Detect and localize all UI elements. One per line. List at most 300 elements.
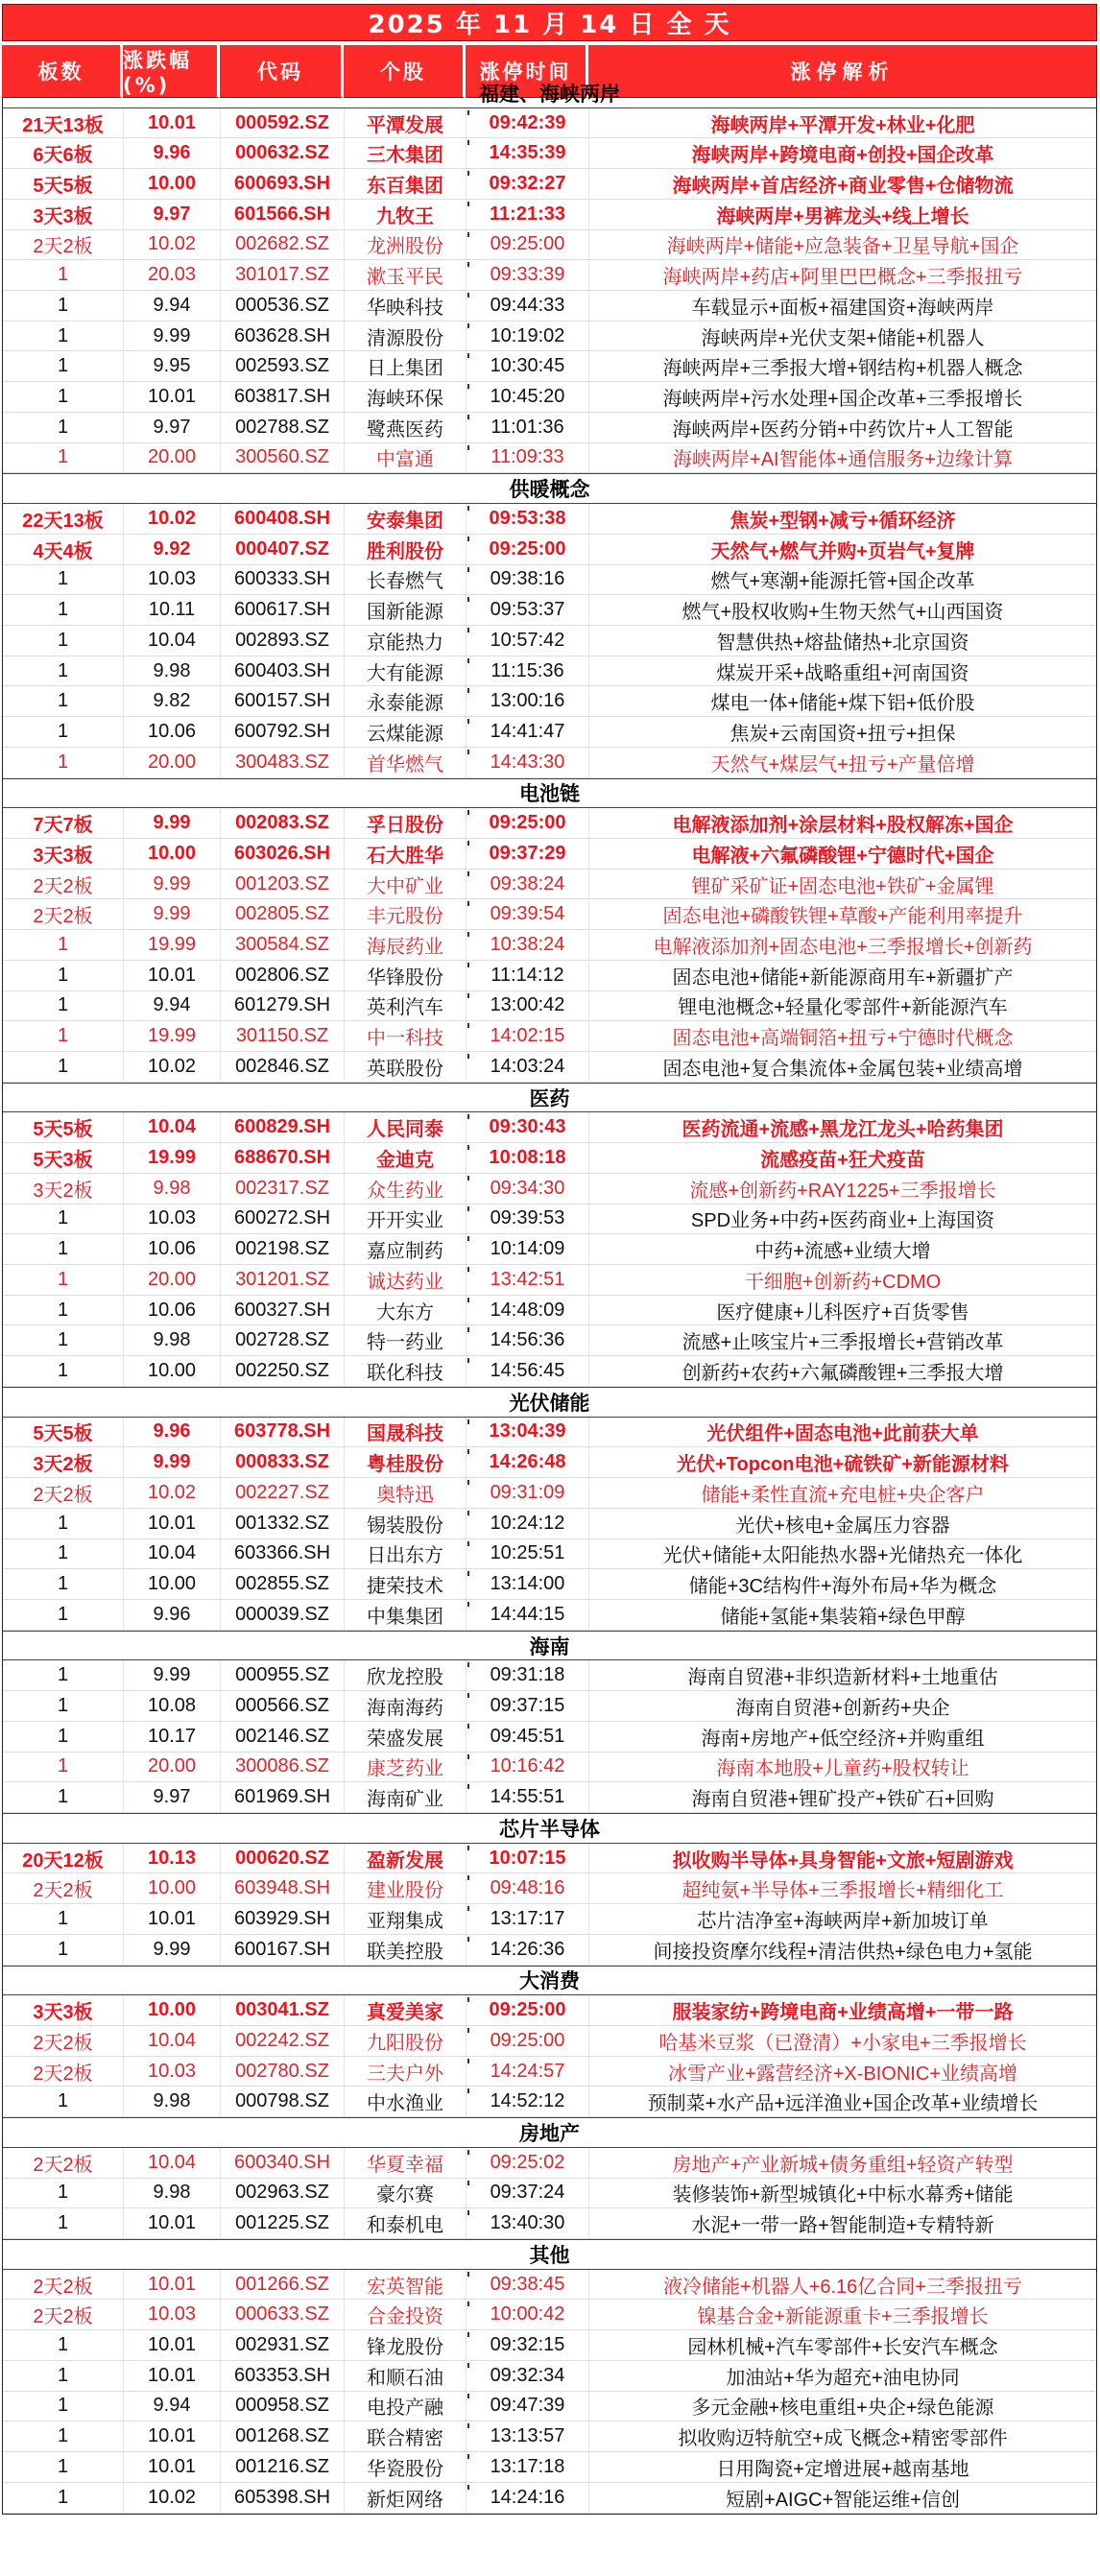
change-pct-cell: 10.01 xyxy=(124,1904,221,1934)
stock-name-cell: 日出东方 xyxy=(345,1539,466,1569)
boards-cell: 2天2板 xyxy=(3,2148,124,2178)
analysis-cell: 海峡两岸+光伏支架+储能+机器人 xyxy=(701,327,985,349)
table-row[interactable] xyxy=(3,656,1096,687)
boards-cell: 1 xyxy=(3,1296,124,1325)
stock-code-cell: 603817.SH xyxy=(221,382,345,412)
stock-name-cell: 建业股份 xyxy=(345,1873,466,1903)
table-row[interactable] xyxy=(3,1112,1096,1143)
analysis-cell: 短剧+AIGC+智能运维+信创 xyxy=(726,2489,960,2511)
analysis-cell: 医疗健康+儿科医疗+百货零售 xyxy=(716,1301,969,1324)
change-pct-cell: 10.01 xyxy=(124,961,221,990)
table-row[interactable] xyxy=(3,1539,1096,1570)
change-pct-cell: 10.02 xyxy=(124,1478,221,1508)
stock-name-cell: 华瓷股份 xyxy=(345,2452,466,2482)
table-row[interactable] xyxy=(3,2270,1096,2301)
boards-cell: 1 xyxy=(3,1205,124,1234)
table-row[interactable] xyxy=(3,413,1096,443)
analysis-cell: 燃气+寒潮+能源托管+国企改革 xyxy=(710,571,975,593)
change-pct-cell: 9.99 xyxy=(124,1935,221,1965)
stock-name-cell: 嘉应制药 xyxy=(345,1234,466,1264)
stock-code-cell: 605398.SH xyxy=(221,2483,345,2513)
table-row[interactable] xyxy=(3,1296,1096,1326)
limit-time-cell: 11:21:33 xyxy=(466,200,589,229)
table-row[interactable] xyxy=(3,2057,1096,2087)
limit-time-cell: 14:48:09 xyxy=(466,1296,589,1325)
stock-name-cell: 和顺石油 xyxy=(345,2361,466,2391)
stock-name-cell: 和泰机电 xyxy=(345,2208,466,2238)
stock-name-cell: 大有能源 xyxy=(345,656,466,686)
limit-time-cell: 13:42:51 xyxy=(466,1265,589,1295)
limit-time-cell: 13:00:42 xyxy=(466,991,589,1021)
analysis-cell: 超纯氨+半导体+三季报增长+精细化工 xyxy=(682,1880,1004,1902)
table-row[interactable] xyxy=(3,1205,1096,1235)
analysis-cell: 电解液+六氟磷酸锂+宁德时代+国企 xyxy=(691,845,994,867)
stock-name-cell: 联化科技 xyxy=(345,1356,466,1386)
analysis-cell: 装修装饰+新型城镇化+中标水幕秀+储能 xyxy=(672,2184,1014,2206)
boards-cell: 2天2板 xyxy=(3,1478,124,1508)
limit-time-cell: 13:00:16 xyxy=(466,686,589,716)
analysis-cell: 储能+柔性直流+充电桩+央企客户 xyxy=(701,1484,985,1506)
table-row[interactable] xyxy=(3,1478,1096,1509)
change-pct-cell: 10.01 xyxy=(124,2270,221,2300)
analysis-cell: 固态电池+磷酸铁锂+草酸+产能利用率提升 xyxy=(662,906,1023,928)
boards-cell: 1 xyxy=(3,291,124,321)
limit-time-cell: 09:30:43 xyxy=(466,1112,589,1142)
boards-cell: 1 xyxy=(3,413,124,442)
table-row[interactable] xyxy=(3,351,1096,382)
stock-name-cell: 三木集团 xyxy=(345,138,466,168)
boards-cell: 1 xyxy=(3,930,124,960)
table-row[interactable] xyxy=(3,748,1096,778)
table-row[interactable] xyxy=(3,230,1096,261)
change-pct-cell: 10.01 xyxy=(124,108,221,138)
stock-name-cell: 华锋股份 xyxy=(345,961,466,990)
stock-code-cell: 300584.SZ xyxy=(221,930,345,960)
stock-code-cell: 600272.SH xyxy=(221,1205,345,1234)
table-row[interactable] xyxy=(3,1782,1096,1813)
stock-code-cell: 601969.SH xyxy=(221,1782,345,1812)
table-row[interactable] xyxy=(3,1600,1096,1631)
stock-code-cell: 002963.SZ xyxy=(221,2179,345,2208)
stock-name-cell: 粤桂股份 xyxy=(345,1447,466,1477)
change-pct-cell: 20.00 xyxy=(124,1753,221,1782)
limit-time-cell: 09:37:15 xyxy=(466,1691,589,1721)
analysis-cell: 哈基米豆浆（已澄清）+小家电+三季报增长 xyxy=(658,2032,1027,2054)
table-row[interactable] xyxy=(3,1174,1096,1205)
table-row[interactable] xyxy=(3,961,1096,991)
limit-time-cell: 09:32:34 xyxy=(466,2361,589,2391)
boards-cell: 2天2板 xyxy=(3,2057,124,2087)
limit-time-cell: 09:45:51 xyxy=(466,1722,589,1752)
stock-name-cell: 合金投资 xyxy=(345,2300,466,2329)
stock-name-cell: 中水渔业 xyxy=(345,2087,466,2116)
analysis-cell: 海峡两岸+AI智能体+通信服务+边缘计算 xyxy=(673,449,1013,471)
limit-time-cell: 13:14:00 xyxy=(466,1569,589,1599)
analysis-cell: 燃气+股权收购+生物天然气+山西国资 xyxy=(682,602,1004,624)
table-row[interactable] xyxy=(3,1660,1096,1691)
change-pct-cell: 9.99 xyxy=(124,870,221,899)
stock-code-cell: 001225.SZ xyxy=(221,2208,345,2238)
table-row[interactable] xyxy=(3,2483,1096,2514)
table-row[interactable] xyxy=(3,930,1096,961)
change-pct-cell: 9.99 xyxy=(124,322,221,351)
change-pct-cell: 20.00 xyxy=(124,748,221,777)
analysis-cell: 水泥+一带一路+智能制造+专精特新 xyxy=(691,2215,994,2237)
table-row[interactable] xyxy=(3,2087,1096,2117)
stock-name-cell: 联合精密 xyxy=(345,2421,466,2451)
stock-code-cell: 300086.SZ xyxy=(221,1753,345,1782)
limit-time-cell: 11:01:36 xyxy=(466,413,589,442)
table-row[interactable] xyxy=(3,1418,1096,1448)
analysis-cell: 间接投资摩尔线程+清洁供热+绿色电力+氢能 xyxy=(653,1941,1033,1963)
analysis-cell: 海峡两岸+男裤龙头+线上增长 xyxy=(716,205,969,227)
column-header-boards: 板数 xyxy=(2,45,123,98)
limit-time-cell: 14:55:51 xyxy=(466,1782,589,1812)
limit-time-cell: 10:45:20 xyxy=(466,382,589,412)
table-row[interactable] xyxy=(3,169,1096,200)
boards-cell: 1 xyxy=(3,656,124,686)
stock-code-cell: 002805.SZ xyxy=(221,899,345,929)
stock-name-cell: 海南矿业 xyxy=(345,1782,466,1812)
analysis-cell: 海南自贸港+创新药+央企 xyxy=(735,1697,950,1719)
analysis-cell: 海峡两岸+首店经济+商业零售+仓储物流 xyxy=(672,176,1014,198)
stock-name-cell: 豪尔赛 xyxy=(345,2179,466,2208)
change-pct-cell: 10.00 xyxy=(124,1995,221,2025)
table-row[interactable] xyxy=(3,1873,1096,1904)
stock-code-cell: 603366.SH xyxy=(221,1539,345,1569)
stock-name-cell: 鹭燕医药 xyxy=(345,413,466,442)
table-row[interactable] xyxy=(3,1325,1096,1356)
stock-code-cell: 003041.SZ xyxy=(221,1995,345,2025)
limit-time-cell: 09:39:53 xyxy=(466,1205,589,1234)
change-pct-cell: 9.98 xyxy=(124,656,221,686)
boards-cell: 1 xyxy=(3,1904,124,1934)
analysis-cell: 海峡两岸+平潭开发+林业+化肥 xyxy=(710,114,975,136)
stock-name-cell: 东百集团 xyxy=(345,169,466,199)
table-row[interactable] xyxy=(3,1844,1096,1874)
table-row[interactable] xyxy=(3,2208,1096,2239)
boards-cell: 1 xyxy=(3,1052,124,1082)
stock-code-cell: 301017.SZ xyxy=(221,260,345,290)
change-pct-cell: 9.97 xyxy=(124,1782,221,1812)
boards-cell: 3天2板 xyxy=(3,1174,124,1204)
stock-name-cell: 海南海药 xyxy=(345,1691,466,1721)
boards-cell: 1 xyxy=(3,2483,124,2513)
boards-cell: 1 xyxy=(3,1569,124,1599)
limit-time-cell: 09:31:09 xyxy=(466,1478,589,1508)
analysis-cell: 日用陶瓷+定增进展+越南基地 xyxy=(716,2458,969,2480)
change-pct-cell: 9.92 xyxy=(124,535,221,564)
change-pct-cell: 9.82 xyxy=(124,686,221,716)
table-row[interactable] xyxy=(3,991,1096,1022)
boards-cell: 1 xyxy=(3,2179,124,2208)
stock-name-cell: 欣龙控股 xyxy=(345,1660,466,1690)
table-row[interactable] xyxy=(3,2148,1096,2179)
table-row[interactable] xyxy=(3,291,1096,322)
limit-time-cell: 14:56:36 xyxy=(466,1325,589,1355)
analysis-cell: 芯片洁净室+海峡两岸+新加坡订单 xyxy=(697,1910,989,1932)
boards-cell: 4天4板 xyxy=(3,535,124,564)
limit-time-cell: 14:24:16 xyxy=(466,2483,589,2513)
stock-code-cell: 603929.SH xyxy=(221,1904,345,1934)
change-pct-cell: 9.98 xyxy=(124,1174,221,1204)
table-row[interactable] xyxy=(3,1021,1096,1052)
table-row[interactable] xyxy=(3,1995,1096,2026)
change-pct-cell: 10.08 xyxy=(124,1691,221,1721)
limit-time-cell: 14:24:57 xyxy=(466,2057,589,2087)
table-row[interactable] xyxy=(3,2421,1096,2452)
limit-time-cell: 10:00:42 xyxy=(466,2300,589,2329)
analysis-cell: 天然气+煤层气+扭亏+产量倍增 xyxy=(710,753,975,775)
boards-cell: 1 xyxy=(3,1691,124,1721)
analysis-cell: 加油站+华为超充+油电协同 xyxy=(726,2367,960,2389)
change-pct-cell: 10.01 xyxy=(124,2208,221,2238)
analysis-cell: 房地产+产业新城+债务重组+轻资产转型 xyxy=(672,2154,1014,2176)
limit-time-cell: 10:57:42 xyxy=(466,626,589,656)
stock-name-cell: 三夫户外 xyxy=(345,2057,466,2087)
table-row[interactable] xyxy=(3,1753,1096,1783)
analysis-cell: 电解液添加剂+涂层材料+股权解冻+国企 xyxy=(672,815,1014,837)
analysis-cell: 海峡两岸+药店+阿里巴巴概念+三季报扭亏 xyxy=(662,267,1023,289)
analysis-cell: 智慧供热+熔盐储热+北京国资 xyxy=(716,632,969,654)
change-pct-cell: 10.03 xyxy=(124,2300,221,2329)
limit-time-cell: 14:03:24 xyxy=(466,1052,589,1082)
table-row[interactable] xyxy=(3,322,1096,352)
section-header: 房地产 xyxy=(3,2117,1096,2148)
table-row[interactable] xyxy=(3,1052,1096,1083)
stock-name-cell: 奥特迅 xyxy=(345,1478,466,1508)
change-pct-cell: 10.13 xyxy=(124,1844,221,1873)
table-row[interactable] xyxy=(3,1265,1096,1296)
analysis-cell: 固态电池+复合集流体+金属包装+业绩高增 xyxy=(662,1058,1023,1080)
table-row[interactable] xyxy=(3,2179,1096,2209)
analysis-cell: 拟收购半导体+具身智能+文旅+短剧游戏 xyxy=(672,1849,1014,1872)
boards-cell: 1 xyxy=(3,717,124,747)
boards-cell: 1 xyxy=(3,1753,124,1782)
table-row[interactable] xyxy=(3,717,1096,748)
stock-name-cell: 华夏幸福 xyxy=(345,2148,466,2178)
table-row[interactable] xyxy=(3,2392,1096,2422)
stock-name-cell: 中一科技 xyxy=(345,1021,466,1051)
table-row[interactable] xyxy=(3,2300,1096,2330)
table-row[interactable] xyxy=(3,1356,1096,1387)
stock-name-cell: 人民同泰 xyxy=(345,1112,466,1142)
stock-code-cell: 301201.SZ xyxy=(221,1265,345,1295)
stock-code-cell: 300560.SZ xyxy=(221,443,345,473)
analysis-cell: 中药+流感+业绩大增 xyxy=(754,1241,931,1263)
limit-time-cell: 10:19:02 xyxy=(466,322,589,351)
table-row[interactable] xyxy=(3,1234,1096,1265)
stock-name-cell: 金迪克 xyxy=(345,1143,466,1173)
stock-name-cell: 荣盛发展 xyxy=(345,1722,466,1752)
boards-cell: 1 xyxy=(3,1782,124,1812)
stock-code-cell: 600157.SH xyxy=(221,686,345,716)
boards-cell: 1 xyxy=(3,748,124,777)
boards-cell: 22天13板 xyxy=(3,504,124,534)
stock-code-cell: 002593.SZ xyxy=(221,351,345,381)
change-pct-cell: 10.00 xyxy=(124,1356,221,1386)
table-row[interactable] xyxy=(3,839,1096,870)
table-row[interactable] xyxy=(3,138,1096,169)
column-header-analysis: 涨停解析 xyxy=(588,45,1097,98)
table-row[interactable] xyxy=(3,595,1096,626)
analysis-cell: 海南+房地产+低空经济+并购重组 xyxy=(701,1728,985,1750)
analysis-cell: 天然气+燃气并购+页岩气+复牌 xyxy=(710,540,975,562)
limit-time-cell: 14:26:36 xyxy=(466,1935,589,1965)
table-row[interactable] xyxy=(3,443,1096,474)
stock-code-cell: 600340.SH xyxy=(221,2148,345,2178)
table-row[interactable] xyxy=(3,870,1096,900)
change-pct-cell: 9.94 xyxy=(124,291,221,321)
change-pct-cell: 10.17 xyxy=(124,1722,221,1752)
change-pct-cell: 9.98 xyxy=(124,1325,221,1355)
limit-time-cell: 13:17:17 xyxy=(466,1904,589,1934)
change-pct-cell: 10.04 xyxy=(124,626,221,656)
stock-code-cell: 000620.SZ xyxy=(221,1844,345,1873)
stock-code-cell: 002806.SZ xyxy=(221,961,345,990)
stock-name-cell: 龙洲股份 xyxy=(345,230,466,260)
table-row[interactable] xyxy=(3,1722,1096,1753)
section-header: 光伏储能 xyxy=(3,1387,1096,1418)
change-pct-cell: 20.00 xyxy=(124,443,221,473)
stock-name-cell: 英利汽车 xyxy=(345,991,466,1021)
stock-name-cell: 华映科技 xyxy=(345,291,466,321)
section-header: 大消费 xyxy=(3,1966,1096,1996)
analysis-cell: 固态电池+高端铜箔+扭亏+宁德时代概念 xyxy=(672,1028,1014,1050)
analysis-cell: 固态电池+储能+新能源商用车+新疆扩产 xyxy=(672,966,1014,989)
stock-name-cell: 胜利股份 xyxy=(345,535,466,564)
change-pct-cell: 10.01 xyxy=(124,2361,221,2391)
table-row[interactable] xyxy=(3,1143,1096,1174)
table-row[interactable] xyxy=(3,808,1096,839)
table-row[interactable] xyxy=(3,565,1096,596)
boards-cell: 20天12板 xyxy=(3,1844,124,1873)
table-row[interactable] xyxy=(3,686,1096,717)
boards-cell: 1 xyxy=(3,595,124,625)
change-pct-cell: 9.97 xyxy=(124,413,221,442)
table-row[interactable] xyxy=(3,626,1096,656)
table-row[interactable] xyxy=(3,1935,1096,1966)
stock-name-cell: 捷荣技术 xyxy=(345,1569,466,1599)
table-row[interactable] xyxy=(3,2330,1096,2361)
table-row[interactable] xyxy=(3,535,1096,565)
limit-time-cell: 09:33:39 xyxy=(466,260,589,290)
analysis-cell: 冰雪产业+露营经济+X-BIONIC+业绩高增 xyxy=(668,2063,1017,2085)
stock-name-cell: 国晟科技 xyxy=(345,1418,466,1447)
change-pct-cell: 9.99 xyxy=(124,1660,221,1690)
limit-time-cell: 09:47:39 xyxy=(466,2392,589,2421)
boards-cell: 1 xyxy=(3,1660,124,1690)
table-row[interactable] xyxy=(3,2361,1096,2392)
analysis-cell: 流感+止咳宝片+三季报增长+营销改革 xyxy=(682,1332,1004,1354)
limit-time-cell: 13:13:57 xyxy=(466,2421,589,2451)
stock-code-cell: 002242.SZ xyxy=(221,2026,345,2056)
stock-code-cell: 000407.SZ xyxy=(221,535,345,564)
table-row[interactable] xyxy=(3,2026,1096,2057)
table-row[interactable] xyxy=(3,1509,1096,1539)
table-row[interactable] xyxy=(3,899,1096,930)
change-pct-cell: 10.00 xyxy=(124,1873,221,1903)
table-row[interactable] xyxy=(3,260,1096,291)
stock-code-cell: 001203.SZ xyxy=(221,870,345,899)
stock-code-cell: 001332.SZ xyxy=(221,1509,345,1538)
change-pct-cell: 9.99 xyxy=(124,808,221,838)
analysis-cell: 多元金融+核电重组+央企+绿色能源 xyxy=(691,2397,994,2420)
table-row[interactable] xyxy=(3,200,1096,230)
analysis-cell: 拟收购迈特航空+成飞概念+精密零部件 xyxy=(678,2428,1008,2450)
limit-time-cell: 09:25:00 xyxy=(466,1995,589,2025)
change-pct-cell: 10.04 xyxy=(124,2148,221,2178)
table-row[interactable] xyxy=(3,2452,1096,2483)
boards-cell: 3天3板 xyxy=(3,839,124,869)
stock-code-cell: 002682.SZ xyxy=(221,230,345,260)
stock-code-cell: 600829.SH xyxy=(221,1112,345,1142)
stock-name-cell: 平潭发展 xyxy=(345,108,466,138)
analysis-cell: 煤电一体+储能+煤下铝+低价股 xyxy=(710,693,975,715)
limit-time-cell: 09:25:00 xyxy=(466,230,589,260)
boards-cell: 6天6板 xyxy=(3,138,124,168)
stock-name-cell: 九阳股份 xyxy=(345,2026,466,2056)
analysis-cell: 海峡两岸+污水处理+国企改革+三季报增长 xyxy=(662,389,1023,411)
change-pct-cell: 10.00 xyxy=(124,1569,221,1599)
table-row[interactable] xyxy=(3,504,1096,535)
stock-code-cell: 000633.SZ xyxy=(221,2300,345,2329)
limit-time-cell: 10:30:45 xyxy=(466,351,589,381)
stock-code-cell: 000833.SZ xyxy=(221,1447,345,1477)
boards-cell: 1 xyxy=(3,626,124,656)
limit-time-cell: 09:25:00 xyxy=(466,535,589,564)
change-pct-cell: 9.95 xyxy=(124,351,221,381)
stock-code-cell: 600617.SH xyxy=(221,595,345,625)
boards-cell: 2天2板 xyxy=(3,2300,124,2329)
stock-name-cell: 英联股份 xyxy=(345,1052,466,1082)
boards-cell: 1 xyxy=(3,1356,124,1386)
analysis-cell: 煤炭开采+战略重组+河南国资 xyxy=(716,662,969,684)
limit-time-cell: 14:41:47 xyxy=(466,717,589,747)
limit-time-cell: 11:15:36 xyxy=(466,656,589,686)
stock-code-cell: 002893.SZ xyxy=(221,626,345,656)
stock-name-cell: 新炬网络 xyxy=(345,2483,466,2513)
table-row[interactable] xyxy=(3,1904,1096,1935)
stock-name-cell: 诚达药业 xyxy=(345,1265,466,1295)
analysis-cell: 光伏+Topcon电池+硫铁矿+新能源材料 xyxy=(677,1454,1009,1476)
table-row[interactable] xyxy=(3,382,1096,413)
stock-name-cell: 丰元股份 xyxy=(345,899,466,929)
table-row[interactable] xyxy=(3,108,1096,139)
stock-code-cell: 000958.SZ xyxy=(221,2392,345,2421)
limit-time-cell: 09:32:15 xyxy=(466,2330,589,2360)
stock-name-cell: 清源股份 xyxy=(345,322,466,351)
stock-code-cell: 000632.SZ xyxy=(221,138,345,168)
limit-time-cell: 09:25:02 xyxy=(466,2148,589,2178)
stock-code-cell: 002855.SZ xyxy=(221,1569,345,1599)
stock-name-cell: 特一药业 xyxy=(345,1325,466,1355)
table-row[interactable] xyxy=(3,1447,1096,1478)
stock-name-cell: 海峡环保 xyxy=(345,382,466,412)
boards-cell: 2天2板 xyxy=(3,1873,124,1903)
stock-name-cell: 云煤能源 xyxy=(345,717,466,747)
table-row[interactable] xyxy=(3,1691,1096,1722)
stock-name-cell: 永泰能源 xyxy=(345,686,466,716)
boards-cell: 1 xyxy=(3,322,124,351)
limit-time-cell: 09:32:27 xyxy=(466,169,589,199)
limit-time-cell: 09:25:00 xyxy=(466,2026,589,2056)
table-row[interactable] xyxy=(3,1569,1096,1600)
table-body xyxy=(2,78,1097,2515)
stock-code-cell: 000536.SZ xyxy=(221,291,345,321)
stock-name-cell: 九牧王 xyxy=(345,200,466,229)
analysis-cell: 流感+创新药+RAY1225+三季报增长 xyxy=(689,1180,996,1202)
